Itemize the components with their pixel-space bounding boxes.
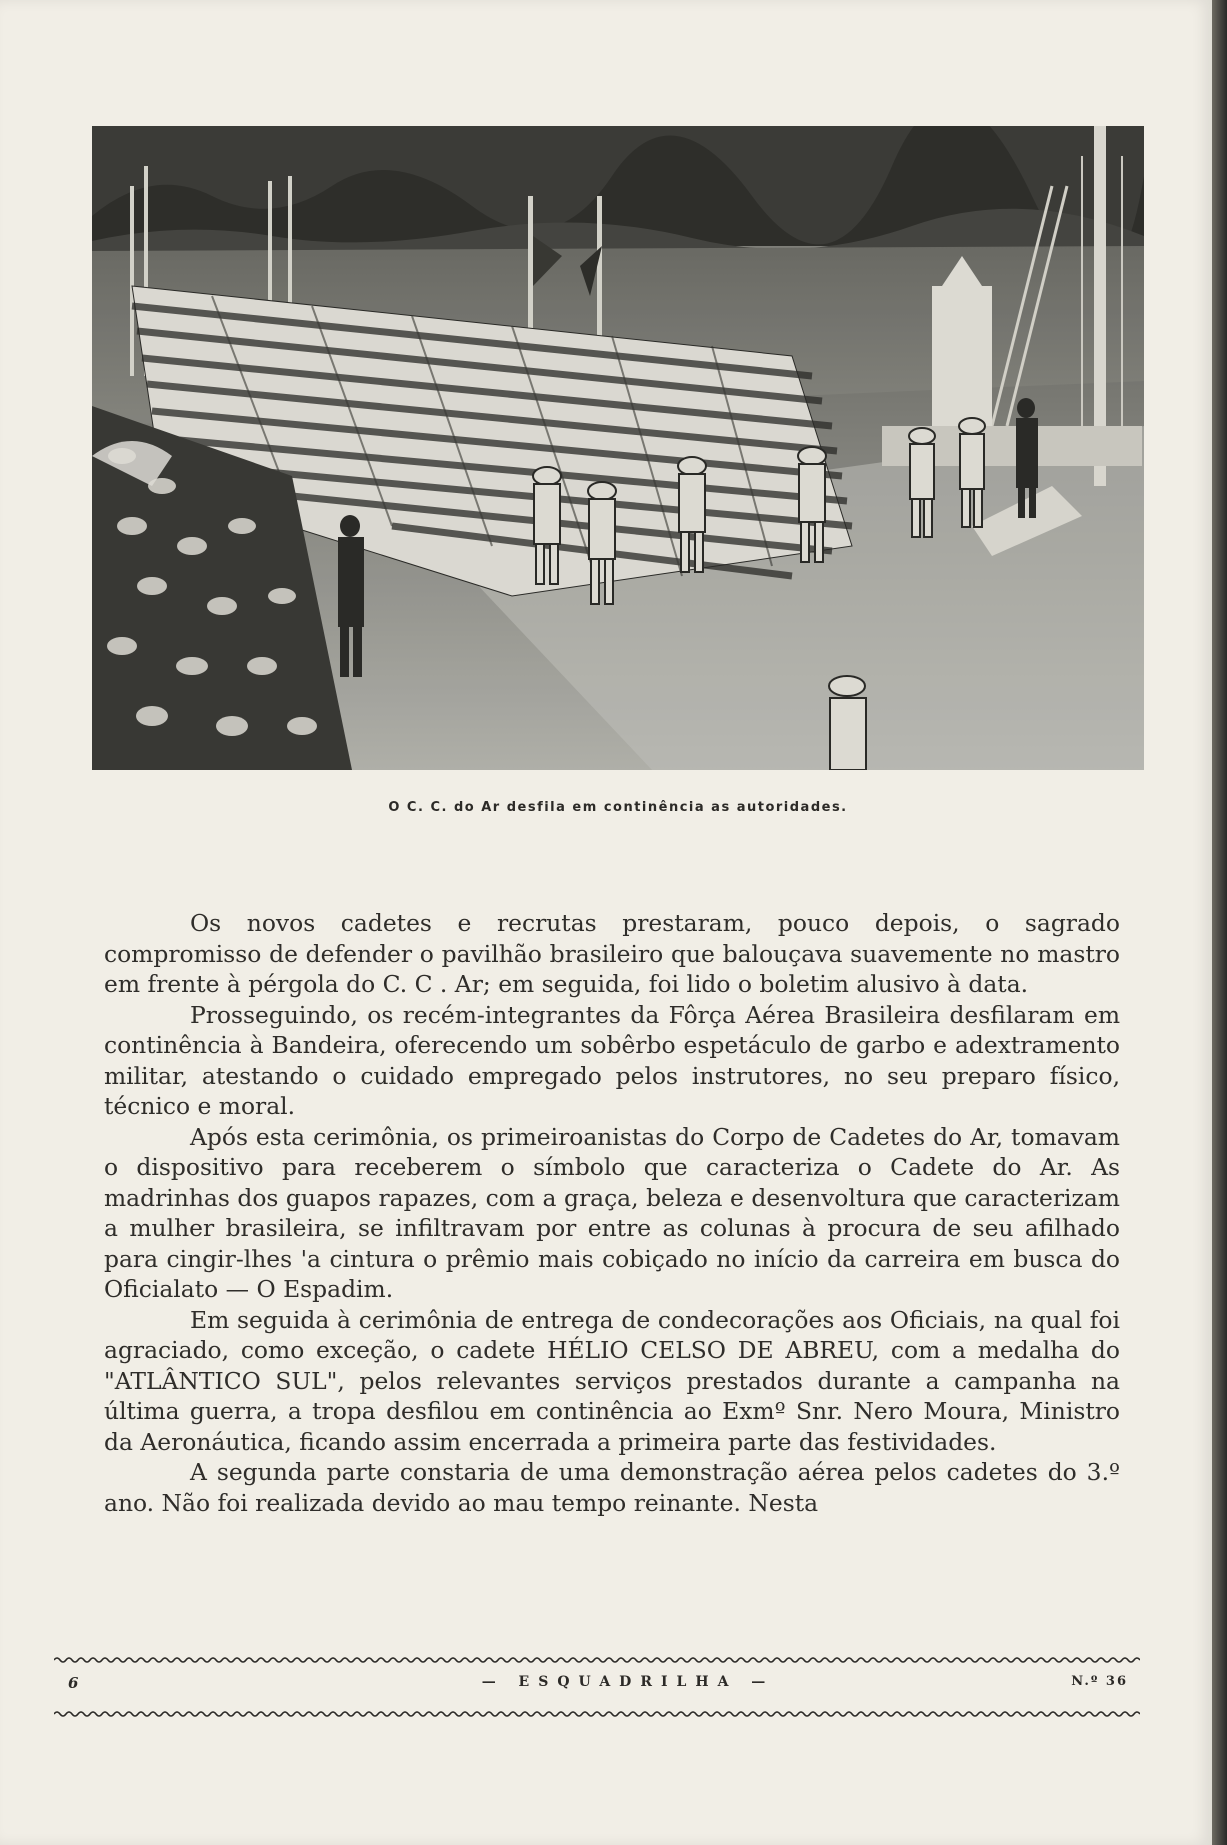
parade-photo [92,126,1144,770]
magazine-title: — ESQUADRILHA — [481,1674,775,1690]
page-footer [68,1672,1128,1700]
article-paragraph: A segunda parte constaria de uma demonstração aérea pelos cadetes do 3.º ano. Não foi realizada devido ao mau tempo reinante. Nesta [104,1458,1120,1517]
article-paragraph: Prosseguindo, os recém-integrantes da Fôrça Aérea Brasileira desfilaram em continência à Bandeira, oferecendo um sobêrbo espetáculo de garbo e adextramento militar, atestando o cuidado empregado pelos instrutores, no seu preparo físico, técnico e moral. [104,1000,1120,1120]
footer-bottom-rule [54,1710,1140,1718]
article-paragraph: Após esta cerimônia, os primeiroanistas do Corpo de Cadetes do Ar, tomavam o dispositivo para receberem o símbolo que caracteriza o Cadete do Ar. As madrinhas dos guapos rapazes, com a graça, beleza e desenvoltura que caracterizam a mulher brasileira, se infiltravam por entre as colunas à procura de seu afilhado para cingir-lhes 'a cintura o prêmio mais cobiçado no início da carreira em busca do Oficialato — O Espadim. [104,1122,1120,1303]
footer-top-rule [54,1656,1140,1664]
issue-number: N.º 36 [1071,1674,1128,1689]
parade-photo-illustration [92,126,1144,770]
article-paragraph: Em seguida à cerimônia de entrega de condecorações aos Oficiais, na qual foi agraciado, como exceção, o cadete HÉLIO CELSO DE ABREU, com a medalha do "ATLÂNTICO SUL", pelos relevantes serviços prestados durante a campanha na última guerra, a tropa desfilou em continência ao Exmº Snr. Nero Moura, Ministro da Aeronáutica, ficando assim encerrada a primeira parte das festividades. [104,1305,1120,1456]
article-paragraph: Os novos cadetes e recrutas prestaram, pouco depois, o sagrado compromisso de defender o pavilhão brasileiro que balouçava suavemente no mastro em frente à pérgola do C. C . Ar; em seguida, foi lido o boletim alusivo à data. [104,909,1120,998]
photo-caption: O C. C. do Ar desfila em continência as autoridades. [388,800,848,815]
page-number: 6 [68,1674,79,1692]
page-edge [1212,0,1227,1845]
article-body [104,908,1120,1518]
